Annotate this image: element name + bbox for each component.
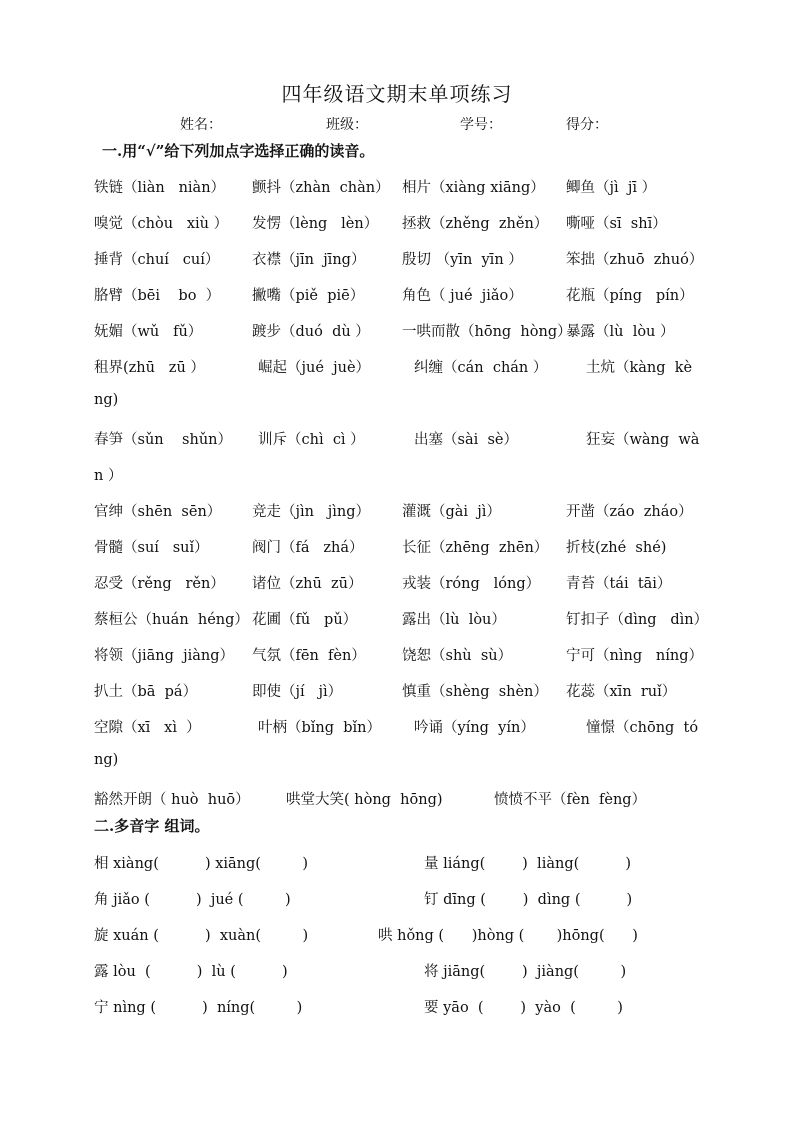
pronunciation-item: 诸位（zhū zū）: [252, 576, 363, 592]
pronunciation-item: 狂妄（wàng wà: [586, 432, 700, 448]
pronunciation-item: 租界(zhū zū ）: [94, 360, 205, 376]
polyphone-item: 要 yāo ( ) yào ( ): [424, 1000, 623, 1016]
pronunciation-item: 饶恕（shù sù）: [402, 648, 513, 664]
pronunciation-item: 豁然开朗（ huò huō）: [94, 792, 250, 808]
pronunciation-item: 竞走（jìn jìng）: [252, 504, 371, 520]
pronunciation-item: 灌溉（gài jì）: [402, 504, 501, 520]
class-field-label: 班级：: [326, 117, 368, 133]
pronunciation-item: 开凿（záo zháo）: [566, 504, 693, 520]
polyphone-item: 旋 xuán ( ) xuàn( ): [94, 928, 309, 944]
polyphone-item: 角 jiǎo ( ) jué ( ): [94, 892, 291, 908]
pronunciation-item: 殷切 （yīn yīn ）: [402, 252, 523, 268]
pronunciation-item: 空隙（xī xì ）: [94, 720, 201, 736]
pronunciation-item: 春笋（sǔn shǔn）: [94, 432, 233, 448]
pronunciation-item: 拯救（zhěng zhěn）: [402, 216, 549, 232]
pronunciation-item: ng): [94, 392, 119, 408]
name-field-label: 姓名：: [180, 117, 222, 133]
pronunciation-item: 憧憬（chōng tó: [586, 720, 699, 736]
pronunciation-item: 宁可（nìng níng）: [566, 648, 704, 664]
pronunciation-item: 叶柄（bǐng bǐn）: [258, 720, 382, 736]
pronunciation-item: 花蕊（xīn ruǐ）: [566, 684, 677, 700]
pronunciation-item: 发愣（lèng lèn）: [252, 216, 379, 232]
pronunciation-item: 相片（xiàng xiāng）: [402, 180, 545, 196]
pronunciation-item: 妩媚（wǔ fǔ）: [94, 324, 203, 340]
polyphone-item: 宁 nìng ( ) níng( ): [94, 1000, 303, 1016]
pronunciation-item: 训斥（chì cì ）: [258, 432, 365, 448]
polyphone-item: 量 liáng( ) liàng( ): [424, 856, 632, 872]
student-info-fields: [0, 114, 794, 134]
pronunciation-item: 阀门（fá zhá）: [252, 540, 364, 556]
pronunciation-item: 扒土（bā pá）: [94, 684, 198, 700]
section1-heading: 一.用“√”给下列加点字选择正确的读音。: [102, 142, 375, 160]
pronunciation-item: 青苔（tái tāi）: [566, 576, 672, 592]
pronunciation-item: 慎重（shèng shèn）: [402, 684, 548, 700]
pronunciation-item: 花瓶（píng pín）: [566, 288, 694, 304]
pronunciation-item: 暴露（lù lòu ）: [566, 324, 675, 340]
pronunciation-item: 崛起（jué juè）: [258, 360, 371, 376]
pronunciation-item: 骨髓（suí suǐ）: [94, 540, 209, 556]
pronunciation-item: 一哄而散（hōng hòng）: [402, 324, 572, 340]
pronunciation-item: 出塞（sài sè）: [414, 432, 518, 448]
pronunciation-item: n ）: [94, 468, 123, 484]
polyphone-item: 相 xiàng( ) xiāng( ): [94, 856, 309, 872]
pronunciation-item: 衣襟（jīn jīng）: [252, 252, 366, 268]
pronunciation-item: 鲫鱼（jì jī ）: [566, 180, 657, 196]
pronunciation-item: 吟诵（yíng yín）: [414, 720, 535, 736]
pronunciation-item: ng): [94, 752, 119, 768]
pronunciation-item: 嗅觉（chòu xiù ）: [94, 216, 229, 232]
pronunciation-item: 钉扣子（dìng dìn）: [566, 612, 709, 628]
pronunciation-item: 铁链（liàn niàn）: [94, 180, 226, 196]
polyphone-item: 钉 dīng ( ) dìng ( ): [424, 892, 633, 908]
pronunciation-item: 角色（ jué jiǎo）: [402, 288, 523, 304]
pronunciation-item: 即使（jí jì）: [252, 684, 343, 700]
pronunciation-item: 胳臂（bēi bo ）: [94, 288, 221, 304]
pronunciation-item: 嘶哑（sī shī）: [566, 216, 667, 232]
pronunciation-item: 哄堂大笑( hòng hōng): [286, 792, 443, 808]
score-field-label: 得分：: [566, 117, 608, 133]
pronunciation-item: 土炕（kàng kè: [586, 360, 693, 376]
pronunciation-item: 官绅（shēn sēn）: [94, 504, 222, 520]
pronunciation-item: 蔡桓公（huán héng）: [94, 612, 249, 628]
pronunciation-item: 踱步（duó dù ）: [252, 324, 370, 340]
pronunciation-item: 长征（zhēng zhēn）: [402, 540, 549, 556]
pronunciation-item: 忍受（rěng rěn）: [94, 576, 225, 592]
pronunciation-item: 颤抖（zhàn chàn）: [252, 180, 390, 196]
pronunciation-item: 花圃（fǔ pǔ）: [252, 612, 358, 628]
pronunciation-item: 将领（jiāng jiàng）: [94, 648, 235, 664]
pronunciation-item: 撇嘴（piě piē）: [252, 288, 365, 304]
pronunciation-item: 折枝(zhé shé): [566, 540, 667, 556]
section2-heading: 二.多音字 组词。: [94, 817, 210, 835]
student-number-field-label: 学号：: [460, 117, 502, 133]
pronunciation-item: 露出（lù lòu）: [402, 612, 506, 628]
pronunciation-item: 愤愤不平（fèn fèng）: [494, 792, 647, 808]
polyphone-item: 露 lòu ( ) lù ( ): [94, 964, 288, 980]
pronunciation-item: 戎装（róng lóng）: [402, 576, 541, 592]
pronunciation-item: 笨拙（zhuō zhuó）: [566, 252, 704, 268]
polyphone-item: 哄 hǒng ( )hòng ( )hōng( ): [378, 928, 638, 944]
pronunciation-item: 气氛（fēn fèn）: [252, 648, 366, 664]
pronunciation-item: 纠缠（cán chán ）: [414, 360, 548, 376]
page-title: 四年级语文期末单项练习: [281, 82, 513, 106]
polyphone-item: 将 jiāng( ) jiàng( ): [424, 964, 627, 980]
pronunciation-item: 捶背（chuí cuí）: [94, 252, 220, 268]
